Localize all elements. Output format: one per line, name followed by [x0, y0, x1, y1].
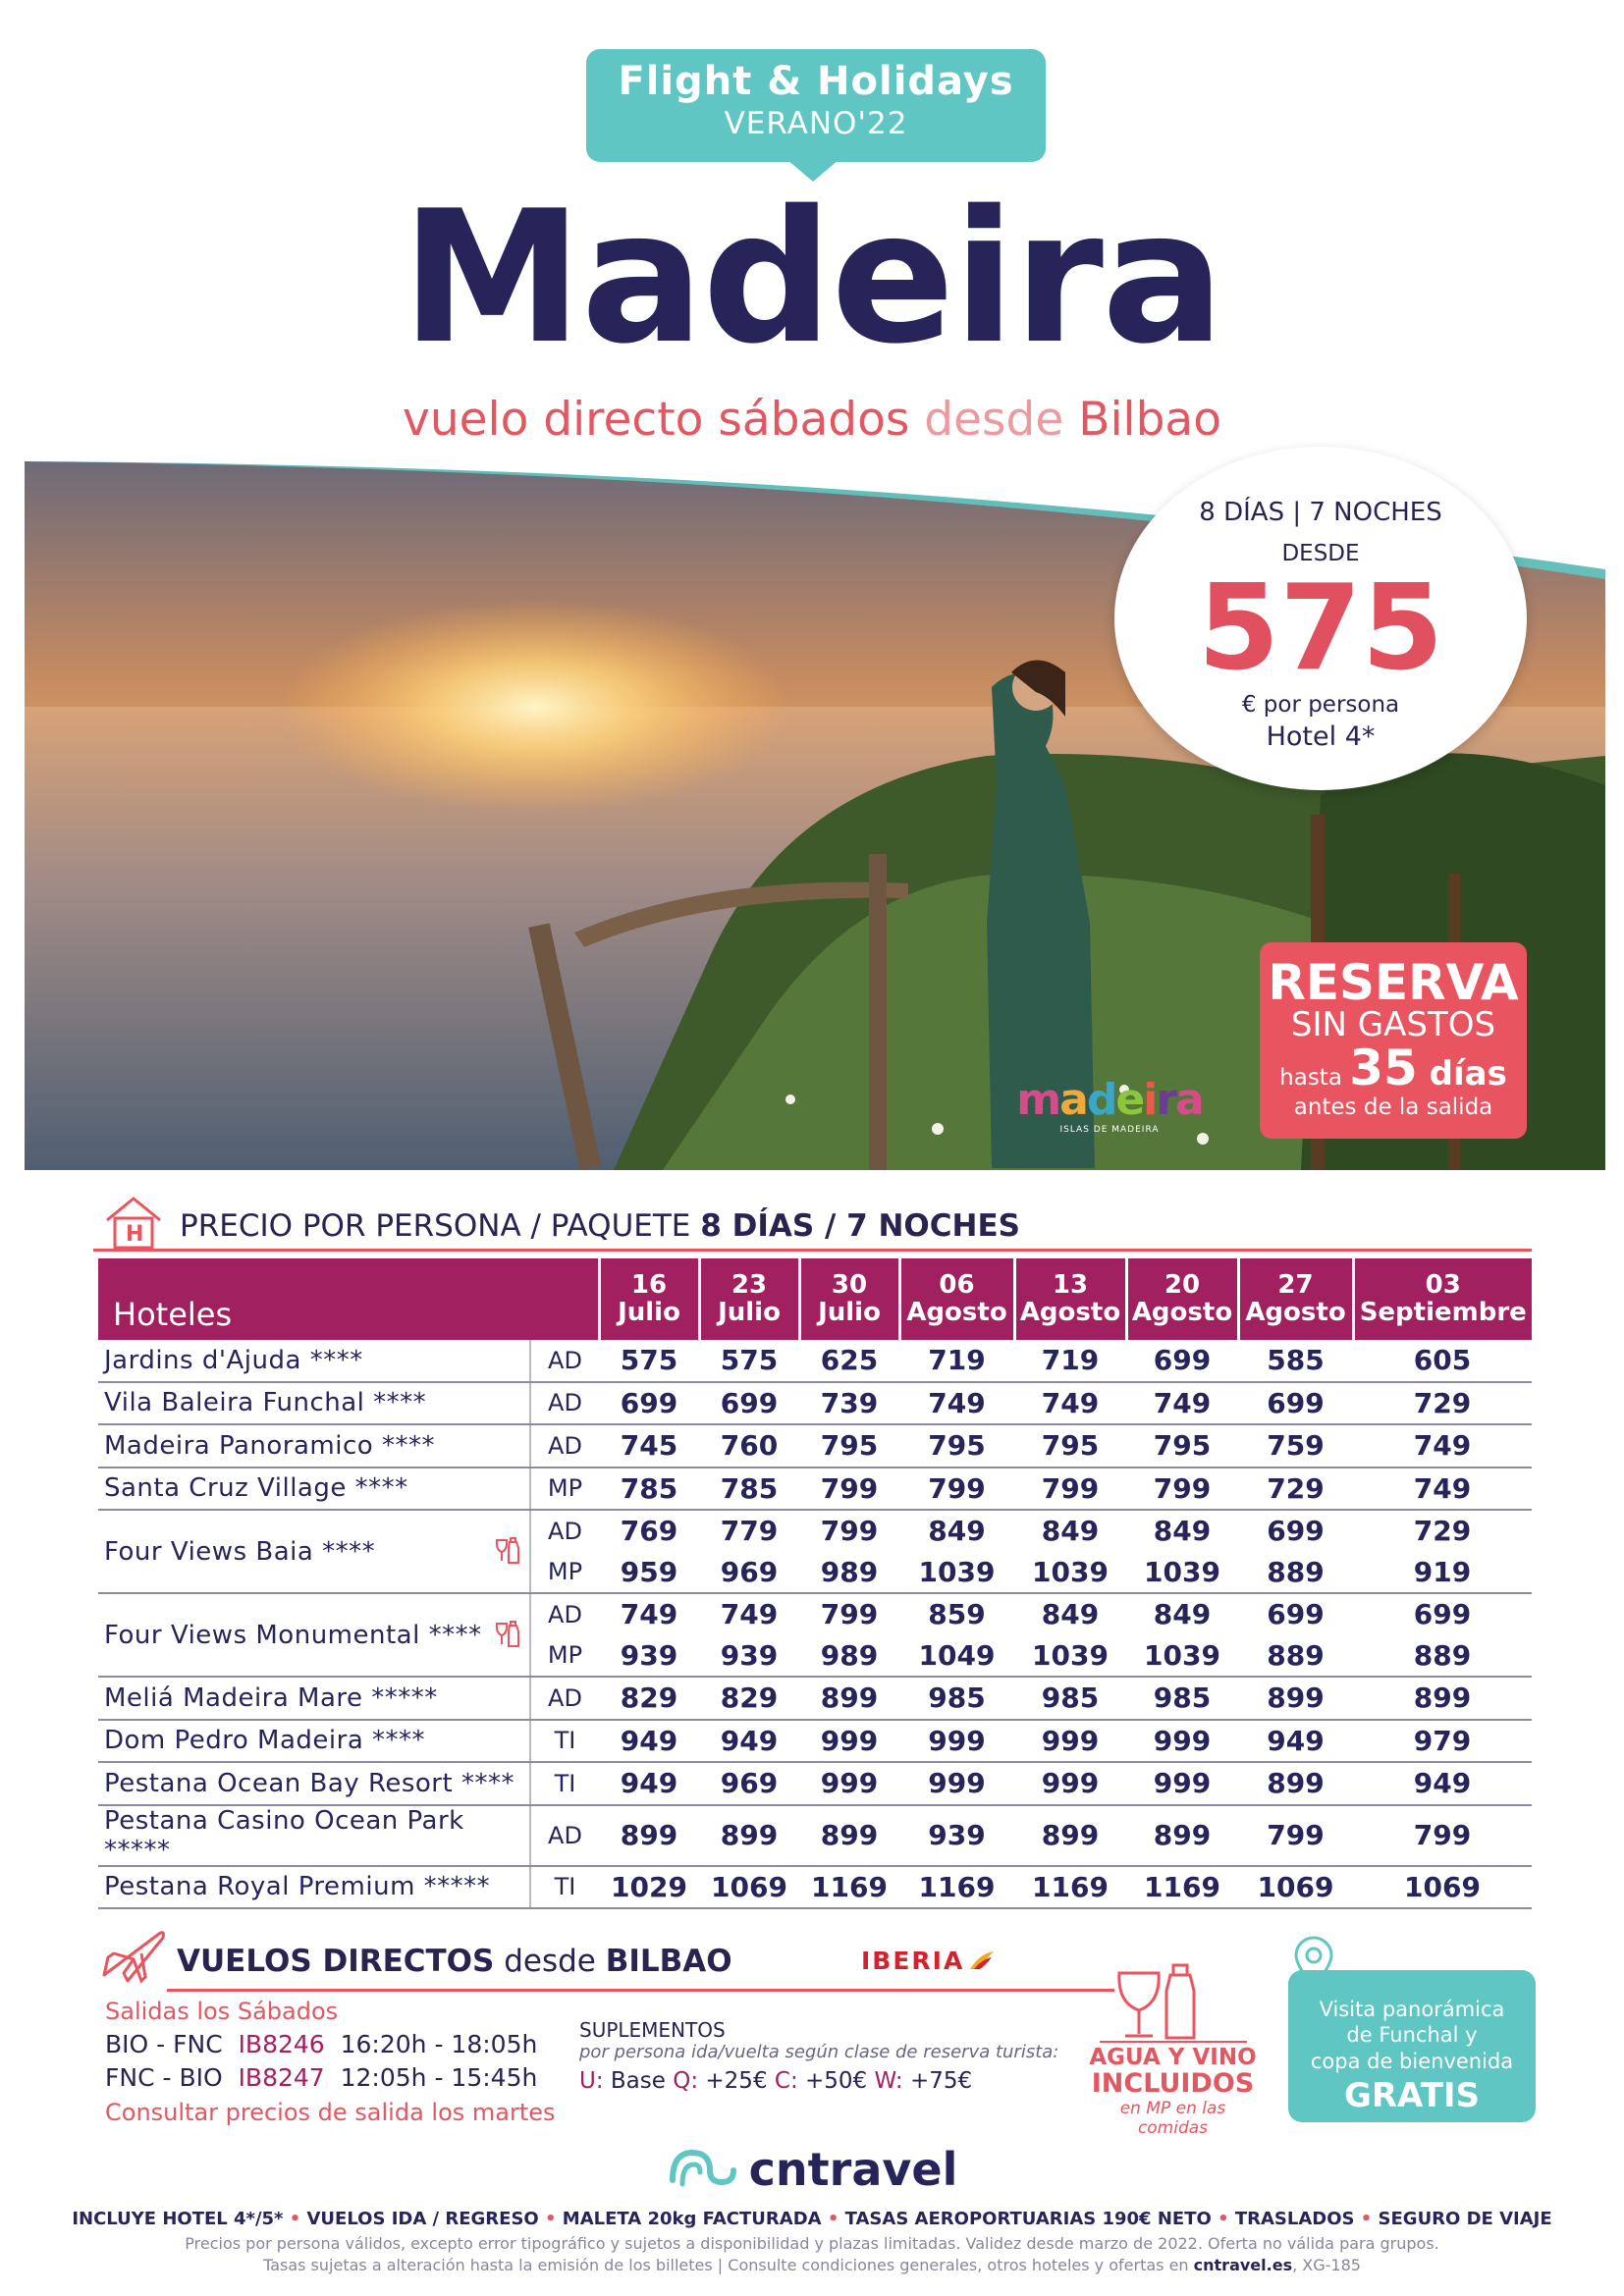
cntravel-logo: [0, 2143, 1624, 2196]
price-cell: 849: [1153, 1515, 1212, 1548]
table-row: [98, 1677, 1532, 1720]
hotel-name: Meliá Madeira Mare *****: [98, 1677, 530, 1720]
date-column-header: [599, 1258, 699, 1340]
price-table-title-a: PRECIO POR PERSONA / PAQUETE: [180, 1208, 701, 1244]
fine-print-2a: Tasas sujetas a alteración hasta la emisión de los billetes | Consulte condiciones generales, otros hoteles y ofertas en: [263, 2256, 1194, 2274]
visita-line2: de Funchal y: [1346, 2023, 1478, 2048]
price-cell: 985: [1014, 1677, 1126, 1720]
date-month: Agosto: [1245, 1297, 1346, 1327]
price-cell: 1069: [699, 1866, 799, 1909]
hotel-name: Pestana Royal Premium *****: [98, 1866, 530, 1909]
price-cell: 729: [1353, 1382, 1532, 1425]
price-cell: 799: [799, 1468, 899, 1511]
price-cell: 1039: [1126, 1635, 1238, 1678]
price-cell: 1169: [1126, 1866, 1238, 1909]
date-day: 30: [831, 1270, 868, 1301]
table-row: [98, 1424, 1532, 1468]
brand-name: cntravel: [748, 2143, 958, 2196]
wine-water-icon: [1100, 1963, 1247, 2044]
return-code: IB8247: [238, 2063, 325, 2092]
supplements-block: [579, 2018, 1058, 2094]
visita-line1: Visita panorámica: [1319, 1998, 1505, 2021]
price-cell: 699: [1267, 1598, 1325, 1631]
reserva-line2: SIN GASTOS: [1290, 1005, 1496, 1044]
subtitle-part-b: desde: [924, 393, 1064, 447]
included-item: INCLUYE HOTEL 4*/5*: [72, 2209, 284, 2229]
table-row: [98, 1805, 1532, 1866]
tuesday-departures-note: Consultar precios de salida los martes: [105, 2099, 556, 2126]
date-month: Julio: [818, 1297, 881, 1327]
included-item: VUELOS IDA / REGRESO: [306, 2209, 539, 2229]
reserva-line4: antes de la salida: [1293, 1095, 1493, 1121]
price-table: [98, 1258, 1532, 1909]
free-tour-badge: [1288, 1970, 1536, 2122]
price-cell: 699: [1126, 1340, 1238, 1382]
price-cell: 799: [820, 1598, 879, 1631]
price-cell: 759: [1238, 1424, 1353, 1468]
price-cell: 999: [1126, 1720, 1238, 1763]
date-column-header: [899, 1258, 1014, 1340]
board-regime: MP: [530, 1552, 599, 1594]
hotel-name: Madeira Panoramico ****: [98, 1424, 530, 1468]
price-cell: 999: [899, 1762, 1014, 1805]
free-cancellation-badge: [1260, 942, 1527, 1139]
price-cell: 585: [1238, 1340, 1353, 1382]
price-cell: 899: [1126, 1805, 1238, 1866]
board-regime: AD: [530, 1805, 599, 1866]
price-cell: 760: [699, 1424, 799, 1468]
price-cell: 719: [899, 1340, 1014, 1382]
price-cell: 939: [699, 1635, 799, 1678]
bullet-separator: •: [821, 2209, 845, 2229]
reserva-days-number: 35: [1349, 1040, 1418, 1097]
badge-season: VERANO'22: [724, 106, 908, 141]
hotel-name: Pestana Ocean Bay Resort ****: [98, 1762, 530, 1805]
included-item: SEGURO DE VIAJE: [1378, 2209, 1552, 2229]
price-cell: 1169: [799, 1866, 899, 1909]
table-row: [98, 1866, 1532, 1909]
class-w-value: +75€: [902, 2068, 973, 2094]
madeira-logo-wordmark: [1006, 1075, 1213, 1125]
class-q-value: +25€: [698, 2068, 775, 2094]
supplements-note: por persona ida/vuelta según clase de reserva turista:: [579, 2042, 1059, 2062]
board-regime: TI: [530, 1720, 599, 1763]
price-cell: 979: [1353, 1720, 1532, 1763]
logo-letter: i: [1143, 1075, 1157, 1125]
price-cell: 575: [599, 1340, 699, 1382]
price-cell: 745: [599, 1424, 699, 1468]
flights-title-a: VUELOS DIRECTOS: [177, 1944, 495, 1979]
date-day: 23: [731, 1270, 768, 1301]
website-link[interactable]: cntravel.es: [1193, 2256, 1293, 2274]
supplements-title: SUPLEMENTOS: [579, 2018, 726, 2042]
date-column-header: [1353, 1258, 1532, 1340]
board-regime: MP: [530, 1468, 599, 1511]
price-cell: 899: [799, 1677, 899, 1720]
price-cell: 849: [1041, 1598, 1100, 1631]
price-cell: 949: [599, 1762, 699, 1805]
date-column-header: [1238, 1258, 1353, 1340]
airplane-icon: [98, 1924, 169, 1985]
iberia-wordmark: IBERIA: [861, 1947, 965, 1975]
hotel-category: Hotel 4*: [1266, 721, 1376, 752]
price-cell: 699: [1413, 1598, 1472, 1631]
included-item: TRASLADOS: [1234, 2209, 1355, 2229]
price-cell: 999: [1126, 1762, 1238, 1805]
price-cell: 969: [699, 1552, 799, 1594]
wine-included-icon: [494, 1620, 523, 1649]
price-cell: 889: [1238, 1635, 1353, 1678]
price-cell: 625: [799, 1340, 899, 1382]
price-cell: 1069: [1353, 1866, 1532, 1909]
price-cell: 949: [599, 1720, 699, 1763]
price-cell: 799: [1353, 1805, 1532, 1866]
logo-letter: a: [1175, 1075, 1203, 1125]
price-cell: 999: [799, 1720, 899, 1763]
price-cell: 899: [1014, 1805, 1126, 1866]
hotel-name: [98, 1510, 530, 1593]
table-row: [98, 1382, 1532, 1425]
date-day: 20: [1164, 1270, 1201, 1301]
price-cell: 969: [699, 1762, 799, 1805]
date-month: Julio: [618, 1297, 680, 1327]
price-cell: 1039: [899, 1552, 1014, 1594]
date-month: Agosto: [1131, 1297, 1233, 1327]
fine-print-2c: , XG-185: [1292, 2256, 1361, 2274]
price-table-header: [98, 1258, 1532, 1340]
price-cell: 749: [720, 1598, 779, 1631]
price-cell: 1169: [899, 1866, 1014, 1909]
price-cell: 795: [799, 1424, 899, 1468]
price-cell: 999: [1014, 1762, 1126, 1805]
class-u: U:: [579, 2068, 604, 2094]
price-cell: 829: [699, 1677, 799, 1720]
date-column-header: [799, 1258, 899, 1340]
date-column-header: [699, 1258, 799, 1340]
price-cell: 985: [899, 1677, 1014, 1720]
price-amount: 575: [1197, 561, 1444, 697]
price-cell: 795: [1126, 1424, 1238, 1468]
table-row: [98, 1720, 1532, 1763]
price-cell: 605: [1353, 1340, 1532, 1382]
included-item: MALETA 20kg FACTURADA: [562, 2209, 822, 2229]
visita-text: [1288, 1997, 1536, 2074]
price-cell: 739: [799, 1382, 899, 1425]
price-cell: 1039: [1014, 1635, 1126, 1678]
logo-letter: e: [1115, 1075, 1144, 1125]
visita-line3: copa de bienvenida: [1310, 2049, 1514, 2073]
fine-print-1: Precios por persona válidos, excepto error tipográfico y sujetos a disponibilidad y plazas limitadas. Validez desde marzo de 2022. Oferta no válida para grupos.: [185, 2234, 1439, 2253]
table-row: [98, 1762, 1532, 1805]
hotel-name: Jardins d'Ajuda ****: [98, 1340, 530, 1382]
price-cell: 949: [1353, 1762, 1532, 1805]
flights-divider: [167, 1989, 1114, 1992]
table-row: [98, 1340, 1532, 1382]
from-label: DESDE: [1281, 541, 1360, 566]
flights-title-c: BILBAO: [605, 1944, 732, 1979]
bullet-separator: •: [283, 2209, 307, 2229]
date-day: 16: [630, 1270, 668, 1301]
visita-free: GRATIS: [1343, 2075, 1481, 2115]
included-item: TASAS AEROPORTUARIAS 190€ NETO: [844, 2209, 1212, 2229]
wine-included-icon: [494, 1536, 523, 1566]
logo-letter: r: [1156, 1075, 1175, 1125]
price-cell: 1039: [1126, 1552, 1238, 1594]
supplements-values: [579, 2068, 1058, 2094]
date-day: 27: [1277, 1270, 1314, 1301]
price-cell: 699: [1238, 1382, 1353, 1425]
price-cell: 859: [928, 1598, 986, 1631]
price-cell: 849: [928, 1515, 986, 1548]
price-cell: 899: [699, 1805, 799, 1866]
subtitle-part-a: vuelo directo sábados: [403, 393, 925, 447]
price-cell: 779: [720, 1515, 779, 1548]
hotel-name-text: Four Views Baia ****: [104, 1536, 376, 1567]
price-table-title-b: 8 DÍAS / 7 NOCHES: [700, 1208, 1020, 1244]
price-cell: 719: [1014, 1340, 1126, 1382]
price-table-body: [98, 1340, 1532, 1908]
price-cell: 1039: [1014, 1552, 1126, 1594]
page-title: Madeira: [401, 171, 1223, 384]
reserva-dias: días: [1417, 1054, 1507, 1095]
date-column-header: [1014, 1258, 1126, 1340]
subtitle-part-c: Bilbao: [1063, 393, 1221, 447]
price-cell: 699: [599, 1382, 699, 1425]
price-cell: 799: [899, 1468, 1014, 1511]
board-regime: AD: [530, 1340, 599, 1382]
price-cell: 985: [1126, 1677, 1238, 1720]
price-cell: 949: [699, 1720, 799, 1763]
iberia-logo: [861, 1947, 996, 1975]
board-regime: AD: [530, 1677, 599, 1720]
agua-line2: INCLUIDOS: [1091, 2068, 1255, 2099]
iberia-wing-icon: [968, 1949, 996, 1971]
badge-title: Flight & Holidays: [618, 59, 1014, 104]
board-regime: AD: [530, 1382, 599, 1425]
date-day: 06: [939, 1270, 975, 1301]
price-cell: 849: [1153, 1598, 1212, 1631]
date-column-header: [1126, 1258, 1238, 1340]
reserva-line3: [1260, 1040, 1527, 1097]
heading-divider: [93, 1249, 1532, 1252]
class-c: C:: [774, 2068, 798, 2094]
hotel-name: Dom Pedro Madeira ****: [98, 1720, 530, 1763]
price-cell: 785: [699, 1468, 799, 1511]
return-route: FNC - BIO: [105, 2063, 223, 2092]
price-cell: 899: [1238, 1762, 1353, 1805]
bullet-separator: •: [1354, 2209, 1379, 2229]
return-time: 12:05h - 15:45h: [340, 2063, 538, 2092]
price-cell: 1029: [599, 1866, 699, 1909]
date-day: 13: [1052, 1270, 1089, 1301]
price-cell: 749: [1353, 1424, 1532, 1468]
fine-print-2: [0, 2256, 1624, 2274]
agua-line1: AGUA Y VINO: [1089, 2045, 1257, 2070]
water-wine-included: [1087, 2047, 1259, 2138]
price-cell: 899: [599, 1805, 699, 1866]
price-cell: 729: [1413, 1515, 1472, 1548]
hotel-name: Vila Baleira Funchal ****: [98, 1382, 530, 1425]
price-cell: 799: [1238, 1805, 1353, 1866]
cntravel-wave-icon: [667, 2145, 741, 2194]
return-flight: [105, 2063, 537, 2092]
board-regime: AD: [530, 1593, 599, 1635]
price-table-heading: [98, 1195, 1532, 1250]
price-cell: 799: [1014, 1468, 1126, 1511]
price-cell: 799: [1126, 1468, 1238, 1511]
price-cell: 849: [1041, 1515, 1100, 1548]
price-cell: 699: [1267, 1515, 1325, 1548]
duration-text: 8 DÍAS | 7 NOCHES: [1199, 498, 1442, 527]
board-regime: MP: [530, 1635, 599, 1678]
class-c-value: +50€: [797, 2068, 875, 2094]
price-cell: 899: [799, 1805, 899, 1866]
outbound-route: BIO - FNC: [105, 2030, 223, 2058]
price-cell: 699: [699, 1382, 799, 1425]
price-cell: 799: [820, 1515, 879, 1548]
bullet-separator: •: [1211, 2209, 1235, 2229]
outbound-code: IB8246: [238, 2030, 325, 2058]
table-row: [98, 1510, 1532, 1552]
price-cell: 749: [1014, 1382, 1126, 1425]
price-cell: 1169: [1014, 1866, 1126, 1909]
outbound-flight: [105, 2030, 537, 2058]
price-cell: 999: [799, 1762, 899, 1805]
price-cell: 939: [599, 1635, 699, 1678]
price-cell: 939: [899, 1805, 1014, 1866]
price-cell: 989: [799, 1552, 899, 1594]
class-w: W:: [874, 2068, 903, 2094]
flights-title: [177, 1944, 732, 1979]
price-cell: 899: [1353, 1677, 1532, 1720]
flights-title-b: desde: [494, 1944, 606, 1979]
logo-letter: a: [1059, 1075, 1087, 1125]
logo-letter: m: [1016, 1075, 1060, 1125]
price-cell: 1049: [899, 1635, 1014, 1678]
price-cell: 949: [1238, 1720, 1353, 1763]
date-month: Agosto: [906, 1297, 1007, 1327]
price-cell: 889: [1238, 1552, 1353, 1594]
madeira-logo-sub: ISLAS DE MADEIRA: [1059, 1125, 1160, 1135]
includes-line: [0, 2209, 1624, 2229]
hotel-icon: [103, 1195, 164, 1252]
date-month: Septiembre: [1359, 1297, 1527, 1327]
price-cell: 989: [799, 1635, 899, 1678]
hotel-name-text: Four Views Monumental ****: [104, 1620, 482, 1650]
price-table-title: [180, 1208, 1020, 1244]
board-regime: AD: [530, 1510, 599, 1552]
price-cell: 575: [699, 1340, 799, 1382]
svg-text:H: H: [126, 1222, 144, 1247]
price-cell: 749: [1126, 1382, 1238, 1425]
price-cell: 829: [599, 1677, 699, 1720]
price-cell: 749: [1353, 1468, 1532, 1511]
madeira-destination-logo: [1006, 1075, 1213, 1135]
board-regime: AD: [530, 1424, 599, 1468]
price-cell: 749: [620, 1598, 678, 1631]
price-cell: 785: [599, 1468, 699, 1511]
price-cell: 919: [1353, 1552, 1532, 1594]
board-regime: TI: [530, 1866, 599, 1909]
brand-badge: [586, 49, 1046, 162]
table-row: [98, 1593, 1532, 1635]
price-cell: 795: [1014, 1424, 1126, 1468]
price-cell: 769: [620, 1515, 678, 1548]
price-cell: 999: [899, 1720, 1014, 1763]
hotel-name: Pestana Casino Ocean Park *****: [98, 1805, 530, 1866]
date-day: 03: [1425, 1270, 1461, 1301]
price-badge: [1114, 447, 1527, 790]
date-month: Julio: [718, 1297, 781, 1327]
price-cell: 729: [1238, 1468, 1353, 1511]
reserva-hasta: hasta: [1279, 1065, 1350, 1092]
price-cell: 999: [1014, 1720, 1126, 1763]
page-subtitle: [0, 393, 1624, 447]
price-cell: 889: [1353, 1635, 1532, 1678]
departures-note: Salidas los Sábados: [105, 1998, 339, 2025]
board-regime: TI: [530, 1762, 599, 1805]
table-row: [98, 1468, 1532, 1511]
hotels-column-header: Hoteles: [98, 1258, 599, 1340]
price-cell: 899: [1238, 1677, 1353, 1720]
outbound-time: 16:20h - 18:05h: [340, 2030, 538, 2058]
price-cell: 959: [599, 1552, 699, 1594]
logo-letter: d: [1086, 1075, 1116, 1125]
class-u-value: Base: [603, 2068, 674, 2094]
agua-line3: en MP en las comidas: [1119, 2098, 1226, 2138]
date-month: Agosto: [1019, 1297, 1121, 1327]
reserva-line1: RESERVA: [1268, 954, 1519, 1011]
bullet-separator: •: [538, 2209, 563, 2229]
price-cell: 795: [899, 1424, 1014, 1468]
per-person-label: € por persona: [1241, 692, 1400, 718]
price-cell: 749: [899, 1382, 1014, 1425]
hotel-name: Santa Cruz Village ****: [98, 1468, 530, 1511]
hotel-name: [98, 1593, 530, 1677]
price-cell: 1069: [1238, 1866, 1353, 1909]
class-q: Q:: [673, 2068, 699, 2094]
